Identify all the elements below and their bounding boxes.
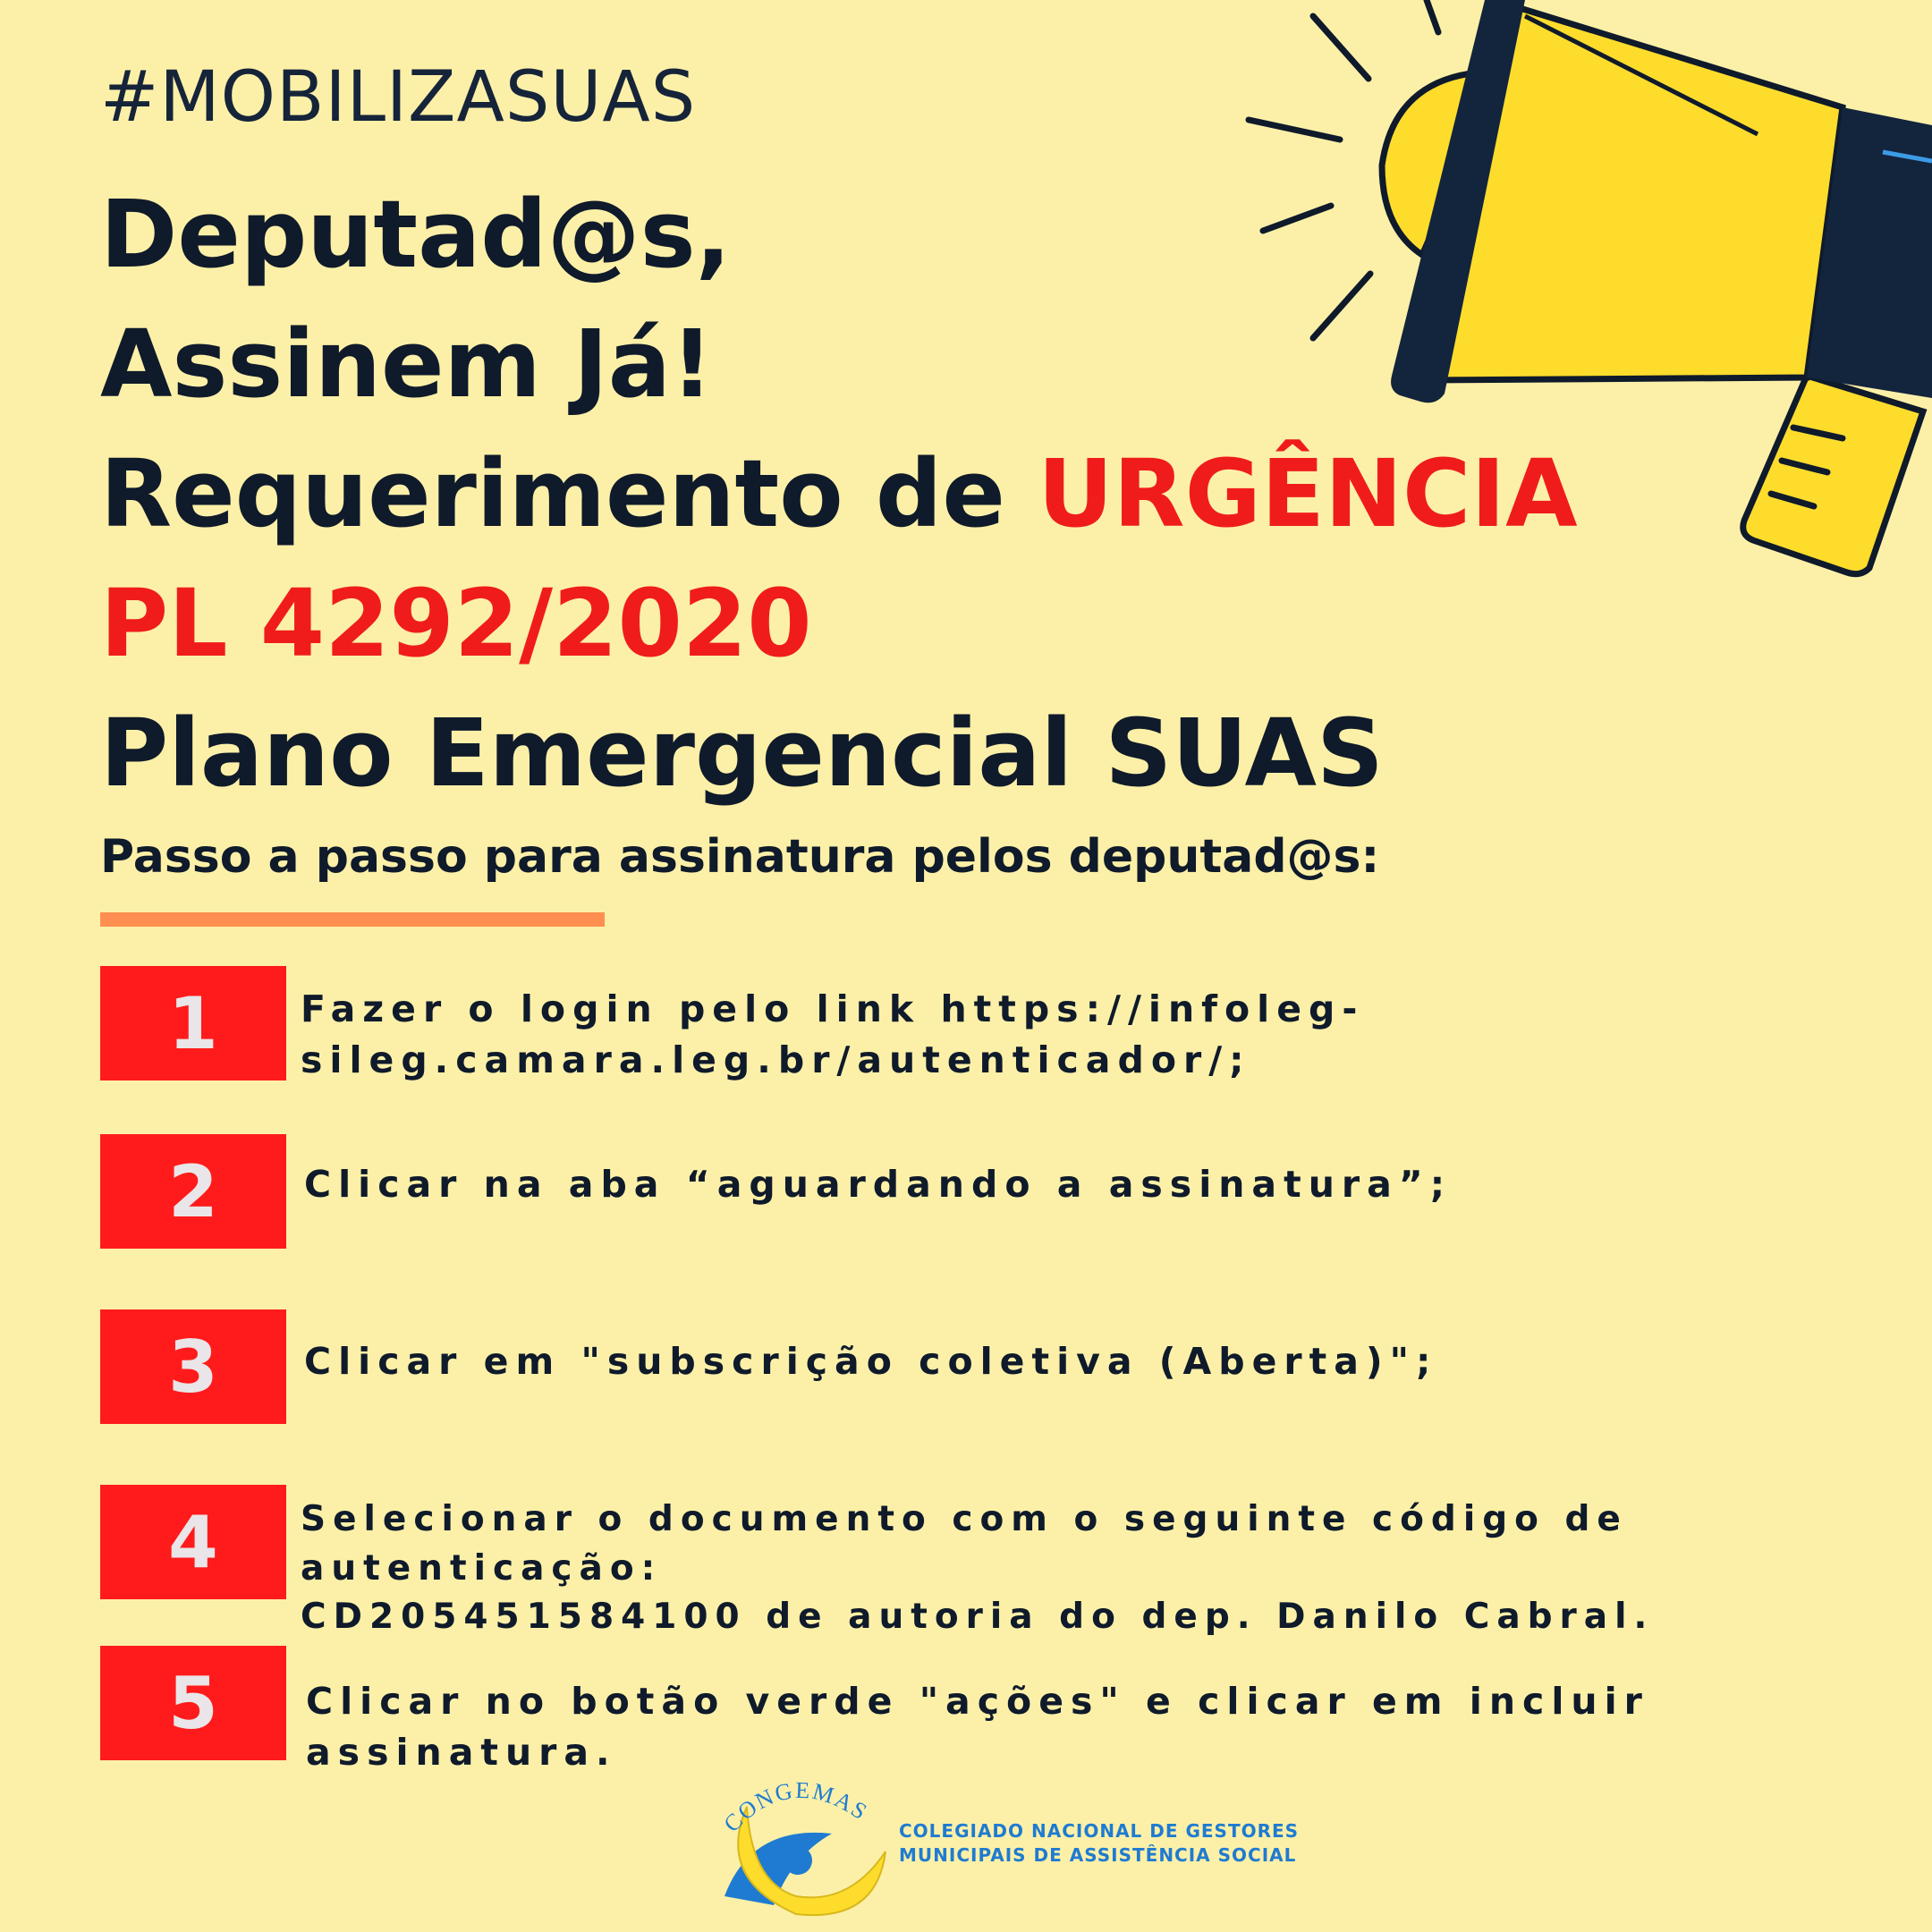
megaphone-handle [1743,376,1923,574]
logo-eye-icon [784,1846,812,1875]
step-4-text-line-2: CD205451584100 de autoria do dep. Danilo Cabral. [301,1597,1655,1638]
step-3-text [304,1336,1437,1387]
step-5-text [306,1676,1932,1779]
step-3-number-box [100,1309,286,1424]
step-1-number: 1 [168,981,218,1065]
headline-line-2: Assinem Já! [100,309,714,419]
step-3-text-line-1: Clicar em "subscrição coletiva (Aberta)"; [304,1340,1438,1383]
org-name-line-2: MUNICIPAIS DE ASSISTÊNCIA SOCIAL [899,1844,1297,1866]
org-name [899,1819,1299,1868]
plan-title: Plano Emergencial SUAS [100,699,1384,808]
step-2-number-box [100,1134,286,1249]
step-1-text-line-2: sileg.camara.leg.br/autenticador/; [301,1038,1251,1082]
headline-line-3-prefix: Requerimento de [100,439,1038,548]
urgency-highlight: URGÊNCIA [1038,439,1578,548]
step-1-number-box [100,966,286,1080]
hashtag: #MOBILIZASUAS [100,57,697,138]
bill-number: PL 4292/2020 [100,569,812,678]
svg-text:CONGEMAS [718,1777,873,1837]
step-4-text [301,1496,1932,1642]
congemas-logo [698,1771,894,1923]
step-5-number: 5 [168,1661,218,1745]
step-1-text [301,984,1364,1087]
subheading-underline [100,912,605,927]
step-2-text-line-1: Clicar na aba “aguardando a assinatura”; [304,1163,1453,1206]
step-2-text [304,1159,1452,1210]
step-5-number-box [100,1646,286,1760]
step-2-number: 2 [168,1149,218,1233]
logo-text: CONGEMAS [718,1776,874,1837]
megaphone-icon [1216,0,1932,590]
step-4-number: 4 [168,1500,218,1584]
steps-subheading: Passo a passo para assinatura pelos deputad@s: [100,830,1380,884]
step-4-number-box [100,1485,286,1599]
headline-line-1: Deputad@s, [100,180,732,289]
org-name-line-1: COLEGIADO NACIONAL DE GESTORES [899,1820,1300,1842]
step-3-number: 3 [168,1325,218,1409]
step-4-text-line-1: Selecionar o documento com o seguinte código de autenticação: [301,1499,1628,1589]
step-5-text-line-1: Clicar no botão verde "ações" e clicar em incluir assinatura. [306,1680,1649,1775]
step-1-text-line-1: Fazer o login pelo link https://infoleg- [301,987,1365,1030]
